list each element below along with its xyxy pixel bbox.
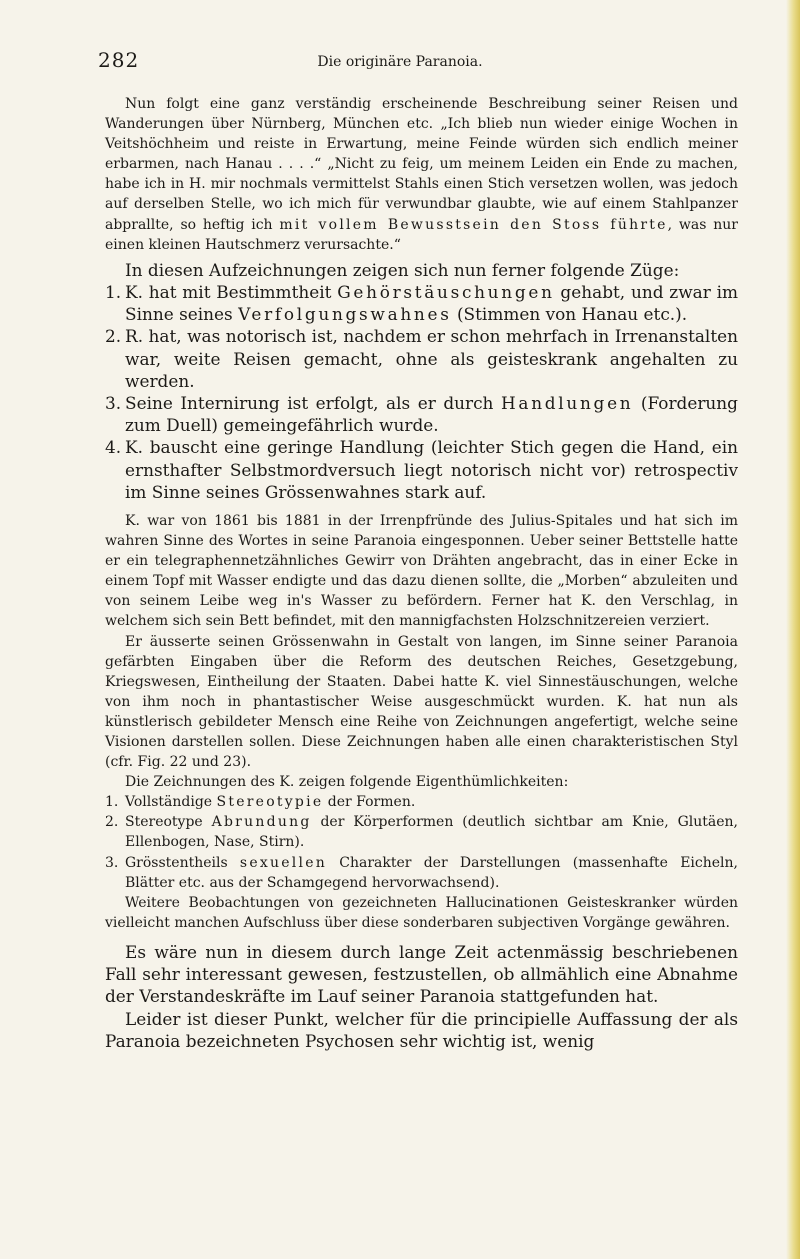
text-run: (Stimmen von Hanau etc.). xyxy=(451,304,688,325)
list-item xyxy=(105,812,738,852)
text-run: gehabt, und zwar im Sinne seines xyxy=(125,281,738,325)
list-text: R. hat, was notorisch ist, nachdem er schon mehrfach in Irrenanstalten war, weite Reisen gemacht, ohne als geisteskrank angehalten zu werden. xyxy=(125,326,738,391)
list-item xyxy=(105,392,738,436)
emphasis-text: Gehörstäuschungen xyxy=(337,281,555,302)
list-item xyxy=(105,853,738,893)
list-text xyxy=(125,812,738,852)
list-number: 3. xyxy=(105,854,119,871)
paragraph-quote xyxy=(105,94,738,255)
text-run: Seine Internirung ist erfolgt, als er durch xyxy=(125,392,501,413)
page-body xyxy=(105,94,738,1052)
list-text xyxy=(125,281,738,325)
list-item xyxy=(105,325,738,392)
paragraph-history: K. war von 1861 bis 1881 in der Irrenpfründe des Julius-Spitales und hat sich im wahren Sinne des Wortes in seine Paranoia eingesponnen. Ueber seiner Bettstelle hatte er ein telegraphennetzähnliches Gewirr von Drähten angebracht, das in einer Ecke in einem Topf mit Wasser endigte und das dazu dienen sollte, die „Morben“ abzuleiten und von seinem Leibe weg in's Wasser zu befördern. Ferner hat K. den Verschlag, in welchem sich sein Bett befindet, mit den mannigfachsten Holzschnitzereien verziert. xyxy=(105,512,738,630)
page-edge-shading xyxy=(786,0,800,1259)
list-number: 4. xyxy=(105,437,122,458)
emphasis-text: Verfolgungswahnes xyxy=(238,304,452,325)
text-run: Vollständige xyxy=(125,794,217,811)
text-run: K. hat mit Bestimmtheit xyxy=(125,281,338,302)
paragraph-intro: In diesen Aufzeichnungen zeigen sich nun ferner folgende Züge: xyxy=(125,259,680,280)
paragraph-drawings-intro: Die Zeichnungen des K. zeigen folgende Eigenthümlichkeiten: xyxy=(125,774,569,791)
paragraph-final: Leider ist dieser Punkt, welcher für die principielle Auffassung der als Paranoia bezeichneten Psychosen sehr wichtig ist, wenig xyxy=(105,1008,738,1051)
emphasis-text: Stereotypie xyxy=(216,794,324,811)
text-run: Stereotype xyxy=(125,814,212,831)
list-text xyxy=(125,392,738,436)
list-text xyxy=(125,792,738,812)
list-item xyxy=(105,792,738,812)
list-item xyxy=(105,436,738,503)
list-text: K. bauscht eine geringe Handlung (leichter Stich gegen die Hand, ein ernsthafter Selbstmordversuch liegt notorisch nicht vor) retrospectiv im Sinne seines Grössenwahnes stark auf. xyxy=(125,437,738,502)
paragraph-conclusion: Es wäre nun in diesem durch lange Zeit actenmässig beschriebenen Fall sehr interessant gewesen, festzustellen, ob allmählich eine Abnahme der Verstandeskräfte im Lauf seiner Paranoia stattgefunden hat. xyxy=(105,941,738,1007)
list-number: 3. xyxy=(105,392,122,413)
list-number: 2. xyxy=(105,326,122,347)
list-number: 2. xyxy=(105,814,119,831)
emphasis-text: Handlungen xyxy=(500,392,634,413)
emphasis-text: Abrundung xyxy=(211,814,312,831)
numbered-list-drawings xyxy=(105,792,738,892)
paragraph-delusions: Er äusserte seinen Grössenwahn in Gestalt von langen, im Sinne seiner Paranoia gefärbten Eingaben über die Reform des deutschen Reiches, Gesetzgebung, Kriegswesen, Eintheilung der Staaten. Dabei hatte K. viel Sinnestäuschungen, welche von ihm noch in phantastischer Weise ausgeschmückt wurden. K. hat nun als künstlerisch gebildeter Mensch eine Reihe von Zeichnungen angefertigt, welche seine Visionen darstellen sollen. Diese Zeichnungen haben alle einen charakteristischen Styl (cfr. Fig. 22 und 23). xyxy=(105,633,738,771)
text-run: Grösstentheils xyxy=(125,854,240,871)
emphasis-text: sexuellen xyxy=(239,854,328,871)
text-run: , was nur einen kleinen Hautschmerz verursachte.“ xyxy=(105,216,738,253)
emphasis-text: mit vollem Bewusstsein den Stoss führte xyxy=(279,216,668,233)
list-text xyxy=(125,853,738,893)
paragraph-observations: Weitere Beobachtungen von gezeichneten Hallucinationen Geisteskranker würden vielleicht manchen Aufschluss über diese sonderbaren subjectiven Vorgänge gewähren. xyxy=(105,894,738,931)
page-header xyxy=(0,48,800,78)
page-number: 282 xyxy=(98,48,140,72)
text-run: Nun folgt eine ganz verständig erscheinende Beschreibung seiner Reisen und Wanderungen über Nürnberg, München etc. „Ich blieb nun wieder einige Wochen in Veitshöchheim und reiste in Erwartung, meine Feinde würden sich endlich meiner erbarmen, nach Hanau . . . .“ „Nicht zu feig, um meinem Leiden ein Ende zu machen, habe ich in H. mir nochmals vermittelst Stahls einen Stich versetzen wollen, was jedoch auf derselben Stelle, wo ich mich für verwundbar glaubte, wie auf einem Stahlpanzer abprallte, so heftig ich xyxy=(105,96,738,233)
list-number: 1. xyxy=(105,281,122,302)
text-run: Charakter der Darstellungen (massenhafte Eicheln, Blätter etc. aus der Schamgegend hervorwachsend). xyxy=(125,854,738,891)
text-run: der Formen. xyxy=(323,794,416,811)
list-item xyxy=(105,281,738,325)
running-title: Die originäre Paranoia. xyxy=(317,54,483,70)
numbered-list-traits xyxy=(105,281,738,503)
text-run: (Forderung zum Duell) gemeingefährlich wurde. xyxy=(125,392,738,436)
text-run: der Körperformen (deutlich sichtbar am Knie, Glutäen, Ellenbogen, Nase, Stirn). xyxy=(125,814,739,851)
list-number: 1. xyxy=(105,794,119,811)
